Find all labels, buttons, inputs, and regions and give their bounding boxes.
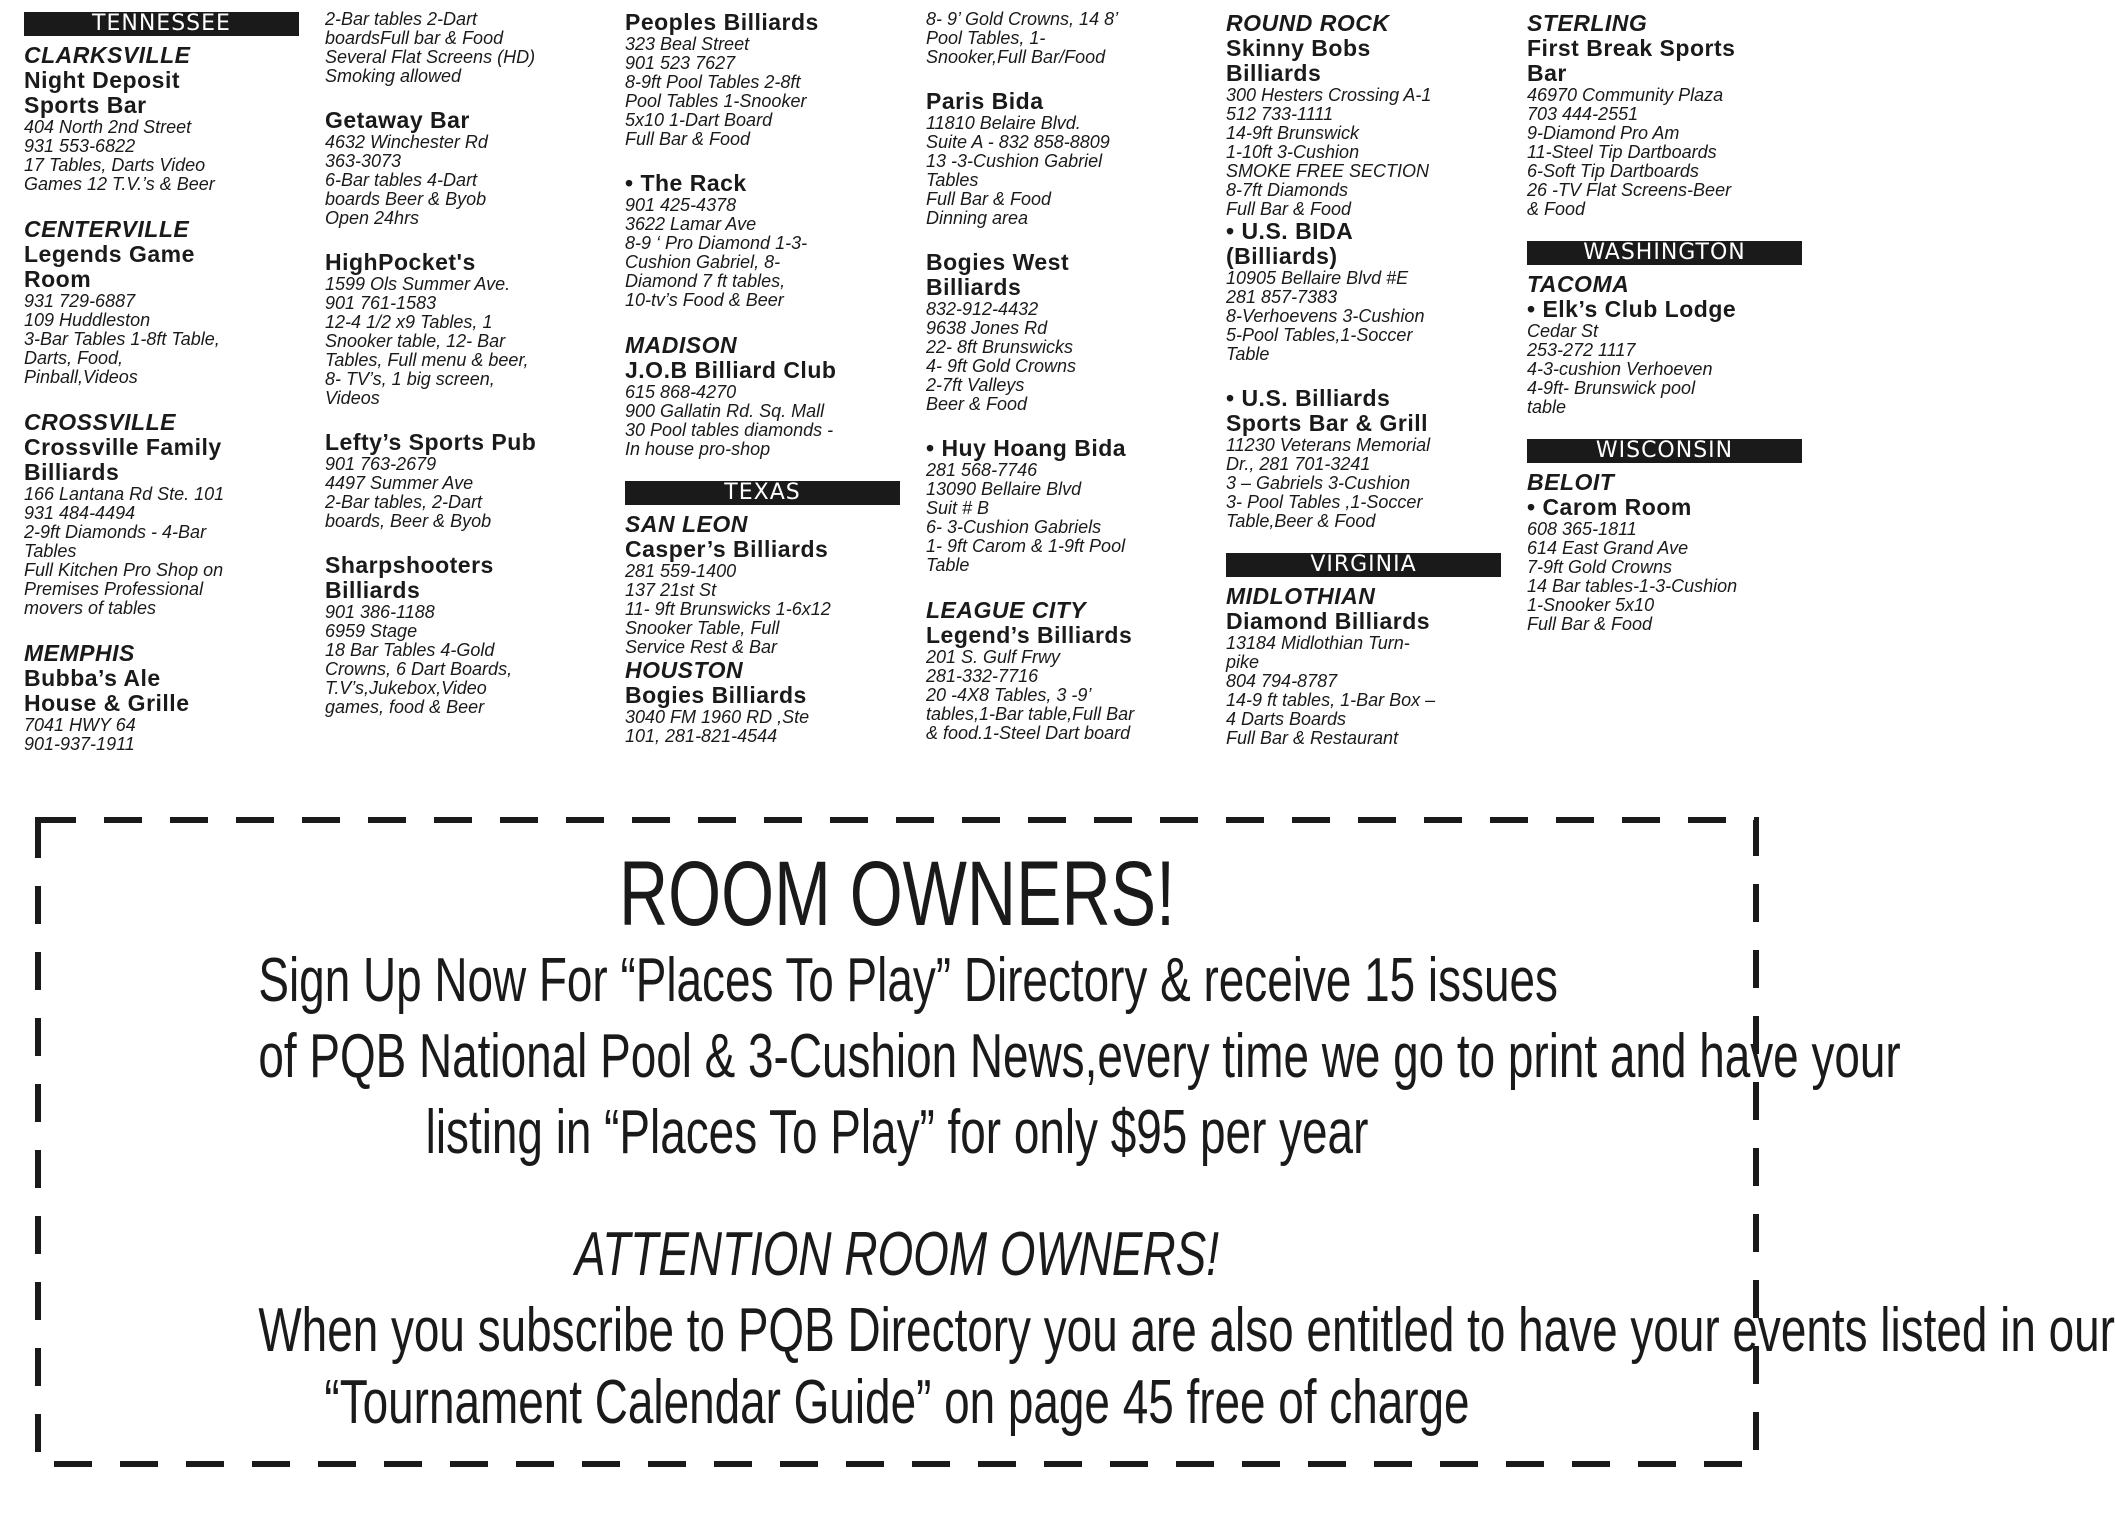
listing-detail: Service Rest & Bar: [625, 637, 778, 657]
city-name: SAN LEON: [625, 511, 748, 537]
venue-name: Sports Bar: [24, 92, 147, 118]
listing-detail: & food.1-Steel Dart board: [926, 723, 1131, 743]
listing-detail: 22- 8ft Brunswicks: [926, 337, 1074, 357]
listing-detail: Smoking allowed: [325, 66, 462, 86]
listing-entry: [325, 108, 600, 228]
state-header: TEXAS: [625, 481, 900, 505]
listing-detail: Full Bar & Food: [625, 129, 751, 149]
venue-name: • Elk’s Club Lodge: [1527, 296, 1737, 322]
city-name: CROSSVILLE: [24, 409, 176, 435]
listing-detail: 137 21st St: [625, 580, 717, 600]
promo-body-line-3: listing in “Places To Play” for only $95 per year: [425, 1098, 1369, 1167]
listing-detail: 14-9 ft tables, 1-Bar Box –: [1226, 690, 1436, 710]
listing-entry: [325, 430, 600, 531]
listing-detail: table: [1527, 397, 1567, 417]
listing-detail: 3622 Lamar Ave: [625, 214, 757, 234]
listing-detail: 6-Bar tables 4-Dart: [325, 170, 478, 190]
listing-detail: 8-9ft Pool Tables 2-8ft: [625, 72, 801, 92]
venue-name: Bubba’s Ale: [24, 665, 161, 691]
listing-detail: 614 East Grand Ave: [1527, 538, 1689, 558]
listing-detail: 4-9ft- Brunswick pool: [1527, 378, 1696, 398]
listing-detail: 5-Pool Tables,1-Soccer: [1226, 325, 1413, 345]
venue-name: Sports Bar & Grill: [1226, 410, 1428, 436]
listing-detail: 8- 9’ Gold Crowns, 14 8’: [926, 9, 1119, 29]
listing-detail: 1- 9ft Carom & 1-9ft Pool: [926, 536, 1126, 556]
city-name: ROUND ROCK: [1226, 10, 1390, 36]
city-name: HOUSTON: [625, 657, 744, 683]
listing-entry: [926, 10, 1201, 67]
venue-name: First Break Sports: [1527, 35, 1736, 61]
listing-detail: 46970 Community Plaza: [1527, 85, 1724, 105]
listing-detail: 1-10ft 3-Cushion: [1226, 142, 1360, 162]
state-header: WISCONSIN: [1527, 439, 1802, 463]
venue-name: Billiards: [926, 274, 1022, 300]
listing-detail: games, food & Beer: [325, 697, 485, 717]
listing-detail: 101, 281-821-4544: [625, 726, 778, 746]
listing-detail: 363-3073: [325, 151, 402, 171]
listing-detail: 608 365-1811: [1527, 519, 1637, 539]
listing-entry: [24, 42, 299, 194]
listing-detail: 615 868-4270: [625, 382, 737, 402]
listing-entry: [24, 216, 299, 387]
listing-entry: [926, 436, 1201, 575]
venue-name: • U.S. BIDA: [1226, 218, 1354, 244]
listing-detail: 1599 Ols Summer Ave.: [325, 274, 511, 294]
listing-detail: 5x10 1-Dart Board: [625, 110, 773, 130]
listing-detail: 7041 HWY 64: [24, 715, 136, 735]
listing-detail: 9638 Jones Rd: [926, 318, 1048, 338]
listing-detail: Videos: [325, 388, 380, 408]
listing-detail: 7-9ft Gold Crowns: [1527, 557, 1673, 577]
listing-detail: 804 794-8787: [1226, 671, 1338, 691]
listing-detail: Beer & Food: [926, 394, 1028, 414]
listing-detail: 512 733-1111: [1226, 104, 1334, 124]
venue-name: Bar: [1527, 60, 1567, 86]
column-1: [24, 10, 299, 776]
venue-name: • Huy Hoang Bida: [926, 435, 1127, 461]
venue-name: Crossville Family: [24, 434, 222, 460]
listing-detail: In house pro-shop: [625, 439, 771, 459]
listing-detail: 4632 Winchester Rd: [325, 132, 488, 152]
listing-entry: [325, 10, 600, 86]
listing-detail: 11- 9ft Brunswicks 1-6x12: [625, 599, 831, 619]
promo-body-line-1: Sign Up Now For “Places To Play” Directory & receive 15 issues: [258, 946, 1558, 1015]
venue-name: House & Grille: [24, 690, 190, 716]
listing-detail: Full Bar & Food: [926, 189, 1052, 209]
listing-detail: 4497 Summer Ave: [325, 473, 474, 493]
listing-detail: Full Bar & Food: [1527, 614, 1653, 634]
city-name: MADISON: [625, 332, 738, 358]
listing-detail: 13184 Midlothian Turn-: [1226, 633, 1410, 653]
venue-name: • The Rack: [625, 170, 747, 196]
venue-name: Night Deposit: [24, 67, 180, 93]
listing-detail: 6959 Stage: [325, 621, 418, 641]
listing-detail: 12-4 1/2 x9 Tables, 1: [325, 312, 493, 332]
listing-entry: [1527, 469, 1802, 634]
listing-detail: 2-9ft Diamonds - 4-Bar: [24, 522, 207, 542]
listing-detail: 3-Bar Tables 1-8ft Table,: [24, 329, 220, 349]
listing-detail: 17 Tables, Darts Video: [24, 155, 206, 175]
listing-detail: Darts, Food,: [24, 348, 124, 368]
listing-entry: [1226, 219, 1501, 364]
listing-detail: Snooker table, 12- Bar: [325, 331, 506, 351]
listing-detail: Snooker,Full Bar/Food: [926, 47, 1106, 67]
listing-detail: 11-Steel Tip Dartboards: [1527, 142, 1717, 162]
venue-name: Casper’s Billiards: [625, 536, 829, 562]
venue-name: Paris Bida: [926, 88, 1044, 114]
listing-entry: [926, 250, 1201, 414]
listing-detail: 703 444-2551: [1527, 104, 1639, 124]
venue-name: Lefty’s Sports Pub: [325, 429, 537, 455]
listing-detail: Tables: [24, 541, 77, 561]
listing-detail: 300 Hesters Crossing A-1: [1226, 85, 1432, 105]
listing-detail: Table,Beer & Food: [1226, 511, 1376, 531]
listing-detail: Diamond 7 ft tables,: [625, 271, 786, 291]
venue-name: Legends Game: [24, 241, 195, 267]
listing-detail: 901 763-2679: [325, 454, 437, 474]
listing-detail: 4 Darts Boards: [1226, 709, 1347, 729]
listing-detail: 3- Pool Tables ,1-Soccer: [1226, 492, 1423, 512]
listing-detail: Pool Tables, 1-: [926, 28, 1046, 48]
listing-detail: Dr., 281 701-3241: [1226, 454, 1371, 474]
listing-detail: Snooker Table, Full: [625, 618, 780, 638]
listing-detail: 11810 Belaire Blvd.: [926, 113, 1081, 133]
listing-entry: [1226, 386, 1501, 531]
room-owners-promo-box: [34, 816, 2115, 1468]
city-name: BELOIT: [1527, 469, 1615, 495]
listing-detail: 4-3-cushion Verhoeven: [1527, 359, 1713, 379]
listing-detail: 2-Bar tables 2-Dart: [325, 9, 478, 29]
listing-detail: boards Beer & Byob: [325, 189, 487, 209]
listing-detail: tables,1-Bar table,Full Bar: [926, 704, 1135, 724]
listing-detail: 901 761-1583: [325, 293, 437, 313]
venue-name: • U.S. Billiards: [1226, 385, 1391, 411]
column-6: [1527, 10, 1802, 656]
listing-detail: 26 -TV Flat Screens-Beer: [1527, 180, 1732, 200]
listing-entry: [1527, 10, 1802, 219]
listing-detail: 3040 FM 1960 RD ,Ste: [625, 707, 810, 727]
listing-entry: [926, 597, 1201, 743]
listing-entry: [325, 553, 600, 717]
listing-detail: Dinning area: [926, 208, 1029, 228]
city-name: STERLING: [1527, 10, 1648, 36]
column-2: [325, 10, 600, 739]
listing-detail: 901 523 7627: [625, 53, 736, 73]
listing-detail: 901 386-1188: [325, 602, 435, 622]
listing-detail: 832-912-4432: [926, 299, 1039, 319]
listing-detail: 10-tv’s Food & Beer: [625, 290, 784, 310]
listing-detail: Full Bar & Food: [1226, 199, 1352, 219]
listing-detail: 18 Bar Tables 4-Gold: [325, 640, 495, 660]
listing-detail: Pool Tables 1-Snooker: [625, 91, 807, 111]
listing-detail: 281 568-7746: [926, 460, 1038, 480]
listing-entry: [625, 657, 900, 746]
listing-entry: [625, 511, 900, 657]
listing-detail: movers of tables: [24, 598, 157, 618]
listing-detail: boardsFull bar & Food: [325, 28, 504, 48]
listing-detail: 901 425-4378: [625, 195, 737, 215]
column-3: [625, 10, 900, 768]
listing-detail: 6-Soft Tip Dartboards: [1527, 161, 1699, 181]
venue-name: Skinny Bobs: [1226, 35, 1371, 61]
listing-detail: 13 -3-Cushion Gabriel: [926, 151, 1103, 171]
listing-detail: 8-Verhoevens 3-Cushion: [1226, 306, 1425, 326]
listing-detail: 6- 3-Cushion Gabriels: [926, 517, 1102, 537]
listing-entry: [1226, 583, 1501, 748]
listing-detail: 14-9ft Brunswick: [1226, 123, 1360, 143]
listing-detail: 281-332-7716: [926, 666, 1039, 686]
listing-detail: Crowns, 6 Dart Boards,: [325, 659, 513, 679]
venue-name: J.O.B Billiard Club: [625, 357, 837, 383]
listing-detail: pike: [1226, 652, 1260, 672]
venue-name: (Billiards): [1226, 243, 1338, 269]
promo-attention-line-1: When you subscribe to PQB Directory you are also entitled to have your events listed in our: [258, 1296, 2115, 1365]
city-name: MIDLOTHIAN: [1226, 583, 1376, 609]
listing-detail: SMOKE FREE SECTION: [1226, 161, 1430, 181]
listing-entry: [325, 250, 600, 408]
listing-detail: 14 Bar tables-1-3-Cushion: [1527, 576, 1738, 596]
listing-detail: 20 -4X8 Tables, 3 -9’: [926, 685, 1092, 705]
listing-detail: Full Bar & Restaurant: [1226, 728, 1399, 748]
city-name: LEAGUE CITY: [926, 597, 1087, 623]
listing-entry: [625, 10, 900, 149]
listing-detail: Full Kitchen Pro Shop on: [24, 560, 224, 580]
listing-detail: 1-Snooker 5x10: [1527, 595, 1655, 615]
city-name: CENTERVILLE: [24, 216, 190, 242]
listing-detail: Suite A - 832 858-8809: [926, 132, 1110, 152]
listing-detail: 901-937-1911: [24, 734, 135, 754]
listing-detail: 931 553-6822: [24, 136, 136, 156]
listing-detail: Cushion Gabriel, 8-: [625, 252, 781, 272]
venue-name: HighPocket's: [325, 249, 476, 275]
listing-detail: 30 Pool tables diamonds -: [625, 420, 834, 440]
listing-detail: 8-9 ‘ Pro Diamond 1-3-: [625, 233, 808, 253]
listing-detail: Premises Professional: [24, 579, 204, 599]
listing-detail: 8- TV’s, 1 big screen,: [325, 369, 495, 389]
venue-name: Billiards: [24, 459, 120, 485]
listing-detail: 281 857-7383: [1226, 287, 1338, 307]
venue-name: Sharpshooters: [325, 552, 494, 578]
promo-attention-heading: ATTENTION ROOM OWNERS!: [574, 1220, 1220, 1289]
listing-detail: 3 – Gabriels 3-Cushion: [1226, 473, 1411, 493]
listing-detail: 404 North 2nd Street: [24, 117, 192, 137]
listing-detail: Pinball,Videos: [24, 367, 138, 387]
venue-name: • Carom Room: [1527, 494, 1692, 520]
venue-name: Bogies West: [926, 249, 1070, 275]
listing-entry: [926, 89, 1201, 228]
listing-detail: Tables: [926, 170, 979, 190]
listing-detail: 10905 Bellaire Blvd #E: [1226, 268, 1409, 288]
venue-name: Peoples Billiards: [625, 9, 819, 35]
city-name: TACOMA: [1527, 271, 1630, 297]
promo-attention-line-2: “Tournament Calendar Guide” on page 45 free of charge: [324, 1368, 1470, 1437]
listing-detail: 253-272 1117: [1527, 340, 1636, 360]
listing-detail: boards, Beer & Byob: [325, 511, 492, 531]
listing-detail: 13090 Bellaire Blvd: [926, 479, 1082, 499]
listing-detail: 900 Gallatin Rd. Sq. Mall: [625, 401, 825, 421]
directory-columns: [0, 0, 1800, 790]
state-header: TENNESSEE: [24, 12, 299, 36]
listing-entry: [1527, 271, 1802, 417]
city-name: CLARKSVILLE: [24, 42, 191, 68]
listing-detail: Table: [1226, 344, 1270, 364]
listing-detail: Several Flat Screens (HD): [325, 47, 536, 67]
listing-detail: 9-Diamond Pro Am: [1527, 123, 1680, 143]
listing-detail: Games 12 T.V.’s & Beer: [24, 174, 215, 194]
listing-detail: Suit # B: [926, 498, 990, 518]
venue-name: Billiards: [1226, 60, 1322, 86]
listing-entry: [625, 171, 900, 310]
venue-name: Legend’s Billiards: [926, 622, 1133, 648]
listing-detail: 931 484-4494: [24, 503, 136, 523]
listing-entry: [625, 332, 900, 459]
listing-entry: [24, 640, 299, 754]
listing-detail: 8-7ft Diamonds: [1226, 180, 1349, 200]
column-4: [926, 10, 1201, 765]
listing-detail: 2-7ft Valleys: [926, 375, 1025, 395]
listing-detail: 166 Lantana Rd Ste. 101: [24, 484, 225, 504]
listing-detail: 2-Bar tables, 2-Dart: [325, 492, 483, 512]
venue-name: Getaway Bar: [325, 107, 470, 133]
state-header: WASHINGTON: [1527, 241, 1802, 265]
city-name: MEMPHIS: [24, 640, 135, 666]
promo-body-line-2: of PQB National Pool & 3-Cushion News,every time we go to print and have your: [258, 1022, 1901, 1091]
venue-name: Diamond Billiards: [1226, 608, 1431, 634]
promo-title: ROOM OWNERS!: [619, 843, 1175, 945]
listing-detail: Cedar St: [1527, 321, 1599, 341]
listing-entry: [24, 409, 299, 618]
listing-detail: Tables, Full menu & beer,: [325, 350, 529, 370]
listing-detail: 931 729-6887: [24, 291, 136, 311]
listing-detail: Open 24hrs: [325, 208, 420, 228]
listing-detail: 201 S. Gulf Frwy: [926, 647, 1061, 667]
listing-detail: T.V’s,Jukebox,Video: [325, 678, 487, 698]
listing-detail: Table: [926, 555, 970, 575]
listing-detail: 281 559-1400: [625, 561, 737, 581]
column-5: [1226, 10, 1501, 770]
venue-name: Billiards: [325, 577, 421, 603]
listing-detail: & Food: [1527, 199, 1586, 219]
venue-name: Room: [24, 266, 92, 292]
venue-name: Bogies Billiards: [625, 682, 807, 708]
listing-detail: 323 Beal Street: [625, 34, 750, 54]
listing-detail: 4- 9ft Gold Crowns: [926, 356, 1077, 376]
listing-detail: 109 Huddleston: [24, 310, 151, 330]
state-header: VIRGINIA: [1226, 553, 1501, 577]
listing-detail: 11230 Veterans Memorial: [1226, 435, 1431, 455]
listing-entry: [1226, 10, 1501, 219]
